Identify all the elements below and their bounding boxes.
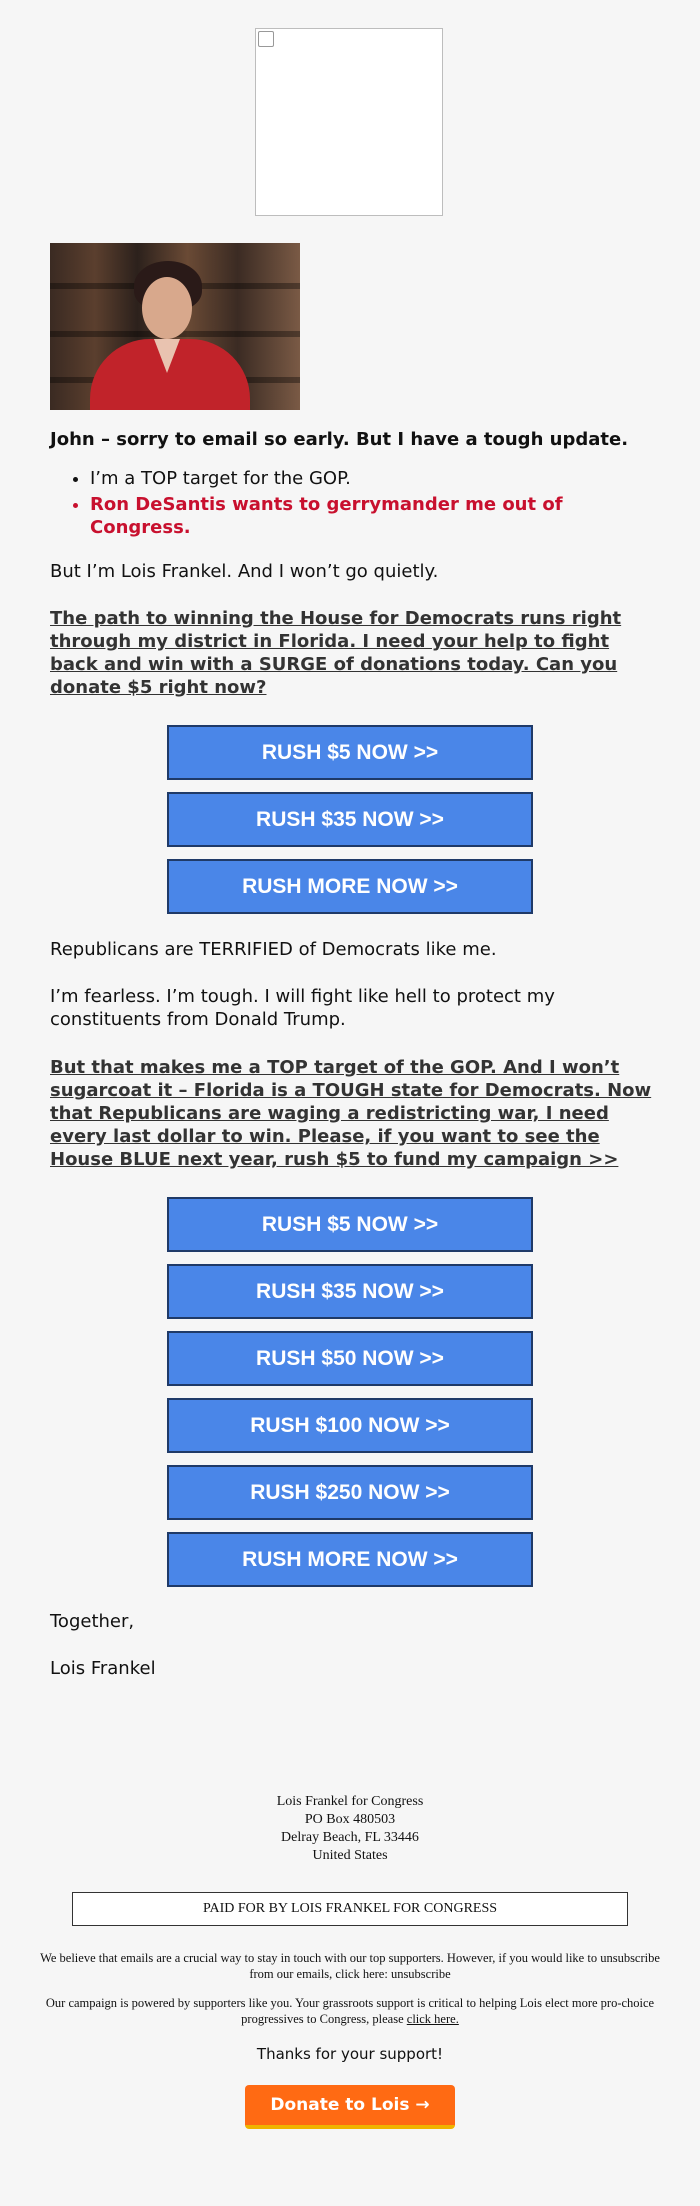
click-here-link[interactable]: click here. <box>406 2012 459 2026</box>
address-line: PO Box 480503 <box>304 1812 396 1827</box>
powered-by-text <box>40 1995 660 2027</box>
rush-5-button[interactable]: RUSH $5 NOW >> <box>167 1197 533 1252</box>
rush-35-button[interactable]: RUSH $35 NOW >> <box>167 1264 533 1319</box>
unsubscribe-text[interactable]: We believe that emails are a crucial way to stay in touch with our top supporters. However, if you would like to unsubscribe from our emails, click here: unsubscribe <box>40 1951 660 1981</box>
rush-50-button[interactable]: RUSH $50 NOW >> <box>167 1331 533 1386</box>
rush-5-button[interactable]: RUSH $5 NOW >> <box>167 725 533 780</box>
bullet-item-red: • Ron DeSantis wants to gerrymander me out of Congress. <box>90 493 600 539</box>
paid-for-disclaimer: PAID FOR BY LOIS FRANKEL FOR CONGRESS <box>72 1892 628 1926</box>
rush-more-button[interactable]: RUSH MORE NOW >> <box>167 859 533 914</box>
bullet-list <box>50 467 600 539</box>
powered-by-copy: Our campaign is powered by supporters like you. Your grassroots support is critical to helping Lois elect more pro-choice progressives to Congress, please <box>45 1996 655 2026</box>
rush-100-button[interactable]: RUSH $100 NOW >> <box>167 1398 533 1453</box>
signature: Lois Frankel <box>50 1658 156 1679</box>
donate-button[interactable]: Donate to Lois → <box>245 2085 455 2129</box>
rush-35-button[interactable]: RUSH $35 NOW >> <box>167 792 533 847</box>
donate-link-text[interactable]: The path to winning the House for Democrats runs right through my district in Florida. I need your help to fight back and win with a SURGE of donations today. Can you donate $5 right now? <box>50 608 622 698</box>
paragraph: I’m fearless. I’m tough. I will fight like hell to protect my constituents from Donald Trump. <box>50 986 555 1030</box>
signoff: Together, <box>50 1611 135 1632</box>
thanks-text: Thanks for your support! <box>256 2045 444 2063</box>
address-line: Delray Beach, FL 33446 <box>281 1830 419 1845</box>
bullet-item: • I’m a TOP target for the GOP. <box>90 467 600 490</box>
address-line: United States <box>312 1848 388 1863</box>
greeting: John – sorry to email so early. But I have a tough update. <box>50 429 629 450</box>
candidate-photo <box>50 243 300 410</box>
donate-link-text[interactable]: But that makes me a TOP target of the GOP. And I won’t sugarcoat it – Florida is a TOUGH state for Democrats. Now that Republicans are waging a redistricting war, I need every last dollar to win. Please, if you want to see the House BLUE next year, rush $5 to fund my campaign >> <box>50 1057 652 1170</box>
rush-250-button[interactable]: RUSH $250 NOW >> <box>167 1465 533 1520</box>
address-line: Lois Frankel for Congress <box>276 1794 424 1809</box>
paragraph: But I’m Lois Frankel. And I won’t go quietly. <box>50 561 439 582</box>
paragraph: Republicans are TERRIFIED of Democrats like me. <box>50 939 497 960</box>
rush-more-button[interactable]: RUSH MORE NOW >> <box>167 1532 533 1587</box>
broken-logo-image <box>255 28 443 216</box>
